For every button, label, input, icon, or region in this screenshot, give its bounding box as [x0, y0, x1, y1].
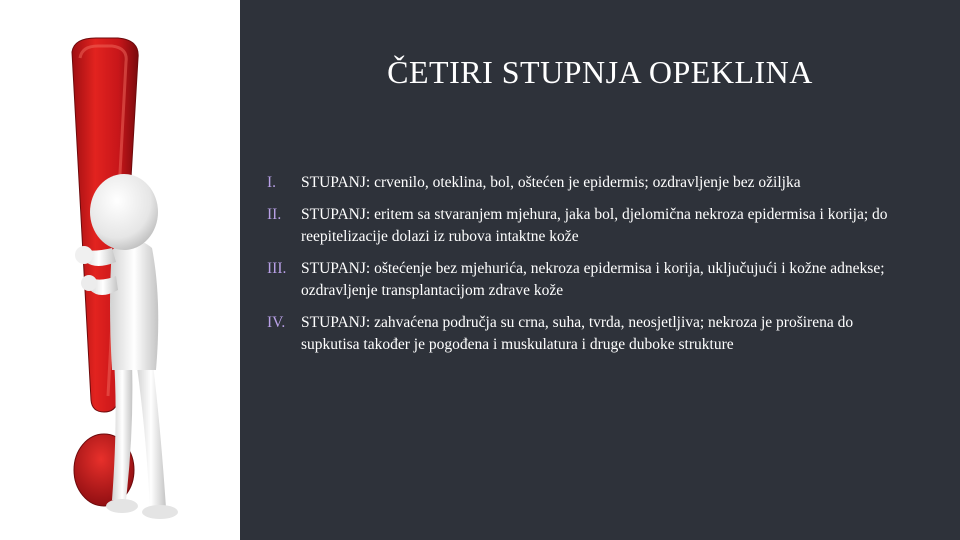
list-item-text: STUPANJ: oštećenje bez mjehurića, nekroza epidermisa i korija, uključujući i kožne adnekse; ozdravljenje transplantacijom zdrave kože	[301, 260, 885, 299]
list-item	[267, 172, 907, 194]
illustration-panel	[0, 0, 240, 540]
list-item	[267, 204, 907, 248]
list-item	[267, 258, 907, 302]
content-panel	[240, 0, 960, 540]
list-item-text: STUPANJ: crvenilo, oteklina, bol, oštećen je epidermis; ozdravljenje bez ožiljka	[301, 174, 801, 191]
list-item-numeral: I.	[267, 174, 277, 191]
list-item-numeral: IV.	[267, 314, 286, 331]
list-item-numeral: III.	[267, 260, 287, 277]
list-item	[267, 312, 907, 356]
list-item-numeral: II.	[267, 206, 282, 223]
page-title: ČETIRI STUPNJA OPEKLINA	[387, 54, 813, 90]
list-item-text: STUPANJ: eritem sa stvaranjem mjehura, jaka bol, djelomična nekroza epidermisa i korija; do reepitelizacije dolazi iz rubova intaktne kože	[301, 206, 888, 245]
list-item-text: STUPANJ: zahvaćena područja su crna, suha, tvrda, neosjetljiva; nekroza je proširena do supkutisa također je pogođena i muskulatura i druge duboke strukture	[301, 314, 854, 353]
burn-degrees-list	[267, 172, 907, 366]
exclamation-mark-with-figure-icon	[0, 0, 240, 540]
